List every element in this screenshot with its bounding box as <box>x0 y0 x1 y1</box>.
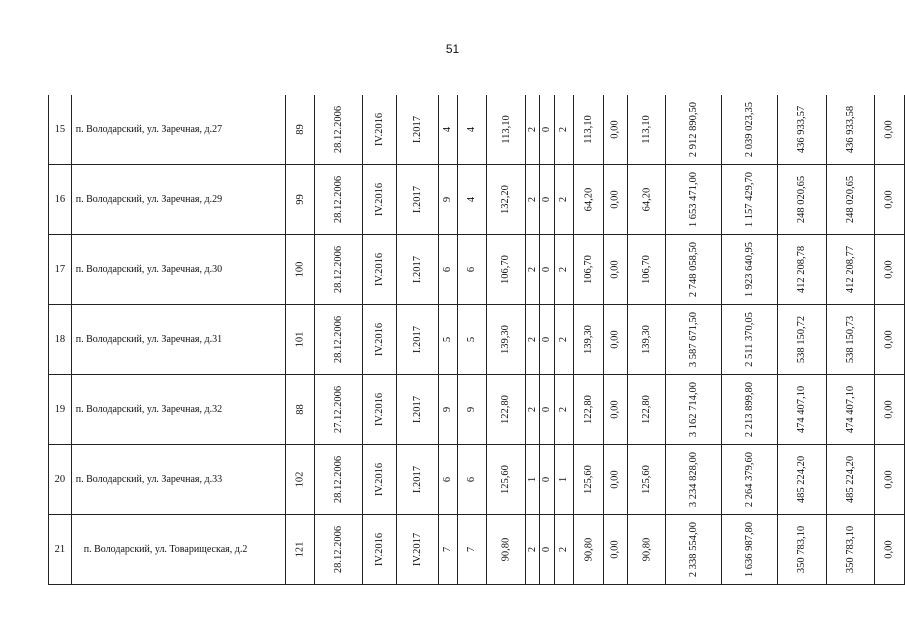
cell-value-c2: 28.12.2006 <box>332 105 344 154</box>
value-cell-c11 <box>574 95 604 165</box>
cell-value-c11: 113,10 <box>583 115 595 144</box>
cell-value-c7: 113,10 <box>500 115 512 144</box>
value-cell-c17 <box>826 165 874 235</box>
cell-value-c5: 6 <box>442 266 454 273</box>
cell-value-c2: 28.12.2006 <box>332 525 344 574</box>
value-cell-c5 <box>438 515 457 585</box>
value-cell-c18 <box>874 235 904 305</box>
value-cell-c13 <box>627 445 665 515</box>
cell-value-c16: 412 208,78 <box>796 245 808 294</box>
value-cell-c6 <box>457 95 486 165</box>
value-cell-c5 <box>438 445 457 515</box>
cell-value-c15: 2 039 023,35 <box>744 101 756 158</box>
cell-value-c10: 2 <box>558 266 570 273</box>
value-cell-c2 <box>314 95 362 165</box>
value-cell-c7 <box>487 375 525 445</box>
cell-value-c16: 350 783,10 <box>796 525 808 574</box>
cell-value-c5: 7 <box>442 546 454 553</box>
cell-value-c4: I.2017 <box>412 325 424 354</box>
cell-value-c10: 2 <box>558 406 570 413</box>
value-cell-c12 <box>604 305 627 375</box>
cell-value-c1: 121 <box>294 541 306 558</box>
value-cell-c8 <box>525 235 540 305</box>
cell-value-c14: 2 338 554,00 <box>688 521 700 578</box>
value-cell-c12 <box>604 445 627 515</box>
value-cell-c8 <box>525 375 540 445</box>
cell-value-c1: 102 <box>294 471 306 488</box>
cell-value-c14: 3 587 671,50 <box>688 311 700 368</box>
cell-value-c5: 9 <box>442 196 454 203</box>
value-cell-c17 <box>826 375 874 445</box>
value-cell-c15 <box>722 445 778 515</box>
value-cell-c6 <box>457 515 486 585</box>
value-cell-c10 <box>554 235 574 305</box>
housing-table <box>48 95 905 585</box>
cell-value-c2: 28.12.2006 <box>332 245 344 294</box>
cell-value-c3: IV.2016 <box>374 392 386 427</box>
value-cell-c15 <box>722 235 778 305</box>
value-cell-c1 <box>285 95 314 165</box>
value-cell-c18 <box>874 515 904 585</box>
table-row <box>49 305 905 375</box>
cell-value-c10: 2 <box>558 546 570 553</box>
value-cell-c3 <box>363 235 397 305</box>
cell-value-c13: 106,70 <box>640 255 652 284</box>
value-cell-c11 <box>574 235 604 305</box>
table-row <box>49 165 905 235</box>
address-cell: п. Володарский, ул. Заречная, д.32 <box>71 375 285 445</box>
cell-value-c8: 2 <box>526 266 538 273</box>
value-cell-c4 <box>397 95 438 165</box>
value-cell-c3 <box>363 375 397 445</box>
address-cell: п. Володарский, ул. Заречная, д.29 <box>71 165 285 235</box>
value-cell-c6 <box>457 165 486 235</box>
cell-value-c13: 125,60 <box>640 465 652 494</box>
value-cell-c14 <box>666 375 722 445</box>
value-cell-c17 <box>826 305 874 375</box>
cell-value-c13: 113,10 <box>640 115 652 144</box>
table-row <box>49 515 905 585</box>
address-cell: п. Володарский, ул. Заречная, д.30 <box>71 235 285 305</box>
cell-value-c15: 1 157 429,70 <box>744 171 756 228</box>
cell-value-c4: IV.2017 <box>412 532 424 567</box>
value-cell-c18 <box>874 95 904 165</box>
value-cell-c14 <box>666 95 722 165</box>
value-cell-c18 <box>874 375 904 445</box>
value-cell-c1 <box>285 445 314 515</box>
table-row <box>49 95 905 165</box>
value-cell-c5 <box>438 165 457 235</box>
value-cell-c8 <box>525 445 540 515</box>
value-cell-c17 <box>826 235 874 305</box>
value-cell-c3 <box>363 515 397 585</box>
cell-value-c1: 99 <box>294 194 306 205</box>
value-cell-c3 <box>363 95 397 165</box>
value-cell-c16 <box>778 95 826 165</box>
cell-value-c6: 6 <box>466 476 478 483</box>
cell-value-c10: 2 <box>558 336 570 343</box>
cell-value-c5: 5 <box>442 336 454 343</box>
value-cell-c17 <box>826 95 874 165</box>
value-cell-c13 <box>627 165 665 235</box>
table-row <box>49 445 905 515</box>
value-cell-c1 <box>285 235 314 305</box>
value-cell-c4 <box>397 305 438 375</box>
value-cell-c16 <box>778 305 826 375</box>
cell-value-c11: 106,70 <box>583 255 595 284</box>
value-cell-c2 <box>314 515 362 585</box>
value-cell-c16 <box>778 515 826 585</box>
row-number-cell: 20 <box>49 445 72 515</box>
value-cell-c15 <box>722 165 778 235</box>
value-cell-c18 <box>874 165 904 235</box>
address-cell: п. Володарский, ул. Заречная, д.33 <box>71 445 285 515</box>
cell-value-c11: 139,30 <box>583 325 595 354</box>
cell-value-c3: IV.2016 <box>374 252 386 287</box>
value-cell-c16 <box>778 165 826 235</box>
cell-value-c9: 0 <box>541 546 553 553</box>
value-cell-c14 <box>666 445 722 515</box>
value-cell-c7 <box>487 235 525 305</box>
value-cell-c13 <box>627 95 665 165</box>
row-number-cell: 21 <box>49 515 72 585</box>
cell-value-c2: 28.12.2006 <box>332 175 344 224</box>
value-cell-c7 <box>487 445 525 515</box>
value-cell-c2 <box>314 305 362 375</box>
value-cell-c8 <box>525 515 540 585</box>
cell-value-c11: 90,80 <box>583 537 595 562</box>
cell-value-c8: 2 <box>526 336 538 343</box>
value-cell-c9 <box>540 515 555 585</box>
value-cell-c3 <box>363 305 397 375</box>
value-cell-c6 <box>457 235 486 305</box>
value-cell-c14 <box>666 515 722 585</box>
row-number-cell: 18 <box>49 305 72 375</box>
value-cell-c17 <box>826 515 874 585</box>
value-cell-c7 <box>487 95 525 165</box>
cell-value-c18: 0,00 <box>883 190 895 209</box>
value-cell-c14 <box>666 305 722 375</box>
value-cell-c9 <box>540 445 555 515</box>
cell-value-c16: 538 150,72 <box>796 315 808 364</box>
value-cell-c13 <box>627 375 665 445</box>
row-number-cell: 19 <box>49 375 72 445</box>
value-cell-c13 <box>627 235 665 305</box>
cell-value-c14: 2 748 058,50 <box>688 241 700 298</box>
value-cell-c9 <box>540 235 555 305</box>
cell-value-c1: 88 <box>294 404 306 415</box>
value-cell-c6 <box>457 375 486 445</box>
cell-value-c9: 0 <box>541 336 553 343</box>
cell-value-c12: 0,00 <box>609 470 621 489</box>
value-cell-c11 <box>574 305 604 375</box>
cell-value-c6: 7 <box>466 546 478 553</box>
value-cell-c1 <box>285 375 314 445</box>
value-cell-c2 <box>314 375 362 445</box>
value-cell-c5 <box>438 235 457 305</box>
cell-value-c10: 2 <box>558 196 570 203</box>
row-number-cell: 17 <box>49 235 72 305</box>
value-cell-c4 <box>397 375 438 445</box>
value-cell-c15 <box>722 515 778 585</box>
cell-value-c15: 2 511 370,05 <box>744 312 756 367</box>
cell-value-c4: I.2017 <box>412 185 424 214</box>
cell-value-c8: 2 <box>526 406 538 413</box>
cell-value-c9: 0 <box>541 266 553 273</box>
cell-value-c8: 2 <box>526 196 538 203</box>
cell-value-c9: 0 <box>541 476 553 483</box>
cell-value-c12: 0,00 <box>609 540 621 559</box>
table-row <box>49 375 905 445</box>
cell-value-c16: 485 224,20 <box>796 455 808 504</box>
cell-value-c8: 1 <box>526 476 538 483</box>
value-cell-c8 <box>525 165 540 235</box>
value-cell-c15 <box>722 95 778 165</box>
cell-value-c6: 4 <box>466 196 478 203</box>
row-number-cell: 16 <box>49 165 72 235</box>
cell-value-c11: 122,80 <box>583 395 595 424</box>
cell-value-c9: 0 <box>541 196 553 203</box>
value-cell-c2 <box>314 165 362 235</box>
value-cell-c1 <box>285 165 314 235</box>
value-cell-c12 <box>604 165 627 235</box>
cell-value-c4: I.2017 <box>412 395 424 424</box>
cell-value-c15: 1 923 640,95 <box>744 241 756 298</box>
value-cell-c16 <box>778 445 826 515</box>
cell-value-c3: IV.2016 <box>374 532 386 567</box>
value-cell-c7 <box>487 305 525 375</box>
cell-value-c12: 0,00 <box>609 260 621 279</box>
value-cell-c4 <box>397 235 438 305</box>
cell-value-c17: 474 407,10 <box>844 385 856 434</box>
value-cell-c6 <box>457 445 486 515</box>
cell-value-c4: I.2017 <box>412 465 424 494</box>
cell-value-c15: 1 636 987,80 <box>744 521 756 578</box>
value-cell-c12 <box>604 515 627 585</box>
value-cell-c4 <box>397 515 438 585</box>
value-cell-c1 <box>285 305 314 375</box>
cell-value-c6: 4 <box>466 126 478 133</box>
cell-value-c7: 139,30 <box>500 325 512 354</box>
value-cell-c16 <box>778 235 826 305</box>
cell-value-c8: 2 <box>526 126 538 133</box>
cell-value-c16: 248 020,65 <box>796 175 808 224</box>
value-cell-c7 <box>487 165 525 235</box>
cell-value-c4: I.2017 <box>412 115 424 144</box>
value-cell-c4 <box>397 445 438 515</box>
value-cell-c9 <box>540 305 555 375</box>
row-number-cell: 15 <box>49 95 72 165</box>
value-cell-c9 <box>540 375 555 445</box>
cell-value-c17: 436 933,58 <box>844 105 856 154</box>
value-cell-c8 <box>525 305 540 375</box>
value-cell-c10 <box>554 305 574 375</box>
cell-value-c12: 0,00 <box>609 330 621 349</box>
cell-value-c11: 64,20 <box>583 187 595 212</box>
value-cell-c17 <box>826 445 874 515</box>
value-cell-c9 <box>540 95 555 165</box>
value-cell-c18 <box>874 445 904 515</box>
value-cell-c9 <box>540 165 555 235</box>
cell-value-c16: 474 407,10 <box>796 385 808 434</box>
value-cell-c13 <box>627 515 665 585</box>
cell-value-c17: 538 150,73 <box>844 315 856 364</box>
cell-value-c2: 27.12.2006 <box>332 385 344 434</box>
cell-value-c3: IV.2016 <box>374 322 386 357</box>
value-cell-c11 <box>574 165 604 235</box>
value-cell-c7 <box>487 515 525 585</box>
cell-value-c5: 6 <box>442 476 454 483</box>
cell-value-c15: 2 264 379,60 <box>744 451 756 508</box>
value-cell-c3 <box>363 165 397 235</box>
cell-value-c17: 248 020,65 <box>844 175 856 224</box>
value-cell-c2 <box>314 445 362 515</box>
cell-value-c7: 122,80 <box>500 395 512 424</box>
cell-value-c6: 5 <box>466 336 478 343</box>
cell-value-c9: 0 <box>541 126 553 133</box>
cell-value-c15: 2 213 899,80 <box>744 381 756 438</box>
value-cell-c11 <box>574 375 604 445</box>
value-cell-c14 <box>666 235 722 305</box>
value-cell-c11 <box>574 515 604 585</box>
value-cell-c11 <box>574 445 604 515</box>
cell-value-c5: 4 <box>442 126 454 133</box>
value-cell-c10 <box>554 165 574 235</box>
cell-value-c11: 125,60 <box>583 465 595 494</box>
cell-value-c13: 90,80 <box>640 537 652 562</box>
value-cell-c14 <box>666 165 722 235</box>
value-cell-c13 <box>627 305 665 375</box>
address-cell: п. Володарский, ул. Товарищеская, д.2 <box>71 515 285 585</box>
cell-value-c14: 3 234 828,00 <box>688 451 700 508</box>
cell-value-c10: 2 <box>558 126 570 133</box>
cell-value-c14: 2 912 890,50 <box>688 101 700 158</box>
cell-value-c17: 350 783,10 <box>844 525 856 574</box>
cell-value-c1: 101 <box>294 331 306 348</box>
cell-value-c14: 1 653 471,00 <box>688 171 700 228</box>
value-cell-c1 <box>285 515 314 585</box>
value-cell-c10 <box>554 375 574 445</box>
cell-value-c7: 132,20 <box>500 185 512 214</box>
cell-value-c2: 28.12.2006 <box>332 455 344 504</box>
cell-value-c17: 485 224,20 <box>844 455 856 504</box>
cell-value-c16: 436 933,57 <box>796 105 808 154</box>
cell-value-c18: 0,00 <box>883 120 895 139</box>
cell-value-c4: I.2017 <box>412 255 424 284</box>
value-cell-c12 <box>604 235 627 305</box>
value-cell-c12 <box>604 95 627 165</box>
cell-value-c12: 0,00 <box>609 190 621 209</box>
cell-value-c13: 122,80 <box>640 395 652 424</box>
cell-value-c18: 0,00 <box>883 260 895 279</box>
value-cell-c5 <box>438 375 457 445</box>
cell-value-c18: 0,00 <box>883 540 895 559</box>
cell-value-c7: 125,60 <box>500 465 512 494</box>
value-cell-c3 <box>363 445 397 515</box>
page-number: 51 <box>445 42 460 56</box>
cell-value-c5: 9 <box>442 406 454 413</box>
value-cell-c12 <box>604 375 627 445</box>
value-cell-c15 <box>722 305 778 375</box>
value-cell-c8 <box>525 95 540 165</box>
cell-value-c13: 64,20 <box>640 187 652 212</box>
address-cell: п. Володарский, ул. Заречная, д.31 <box>71 305 285 375</box>
cell-value-c9: 0 <box>541 406 553 413</box>
value-cell-c6 <box>457 305 486 375</box>
cell-value-c12: 0,00 <box>609 120 621 139</box>
cell-value-c1: 89 <box>294 124 306 135</box>
value-cell-c5 <box>438 95 457 165</box>
value-cell-c10 <box>554 95 574 165</box>
value-cell-c16 <box>778 375 826 445</box>
cell-value-c3: IV.2016 <box>374 112 386 147</box>
cell-value-c18: 0,00 <box>883 470 895 489</box>
cell-value-c3: IV.2016 <box>374 182 386 217</box>
cell-value-c13: 139,30 <box>640 325 652 354</box>
cell-value-c14: 3 162 714,00 <box>688 381 700 438</box>
value-cell-c4 <box>397 165 438 235</box>
cell-value-c8: 2 <box>526 546 538 553</box>
cell-value-c7: 90,80 <box>500 537 512 562</box>
cell-value-c1: 100 <box>294 261 306 278</box>
value-cell-c15 <box>722 375 778 445</box>
address-cell: п. Володарский, ул. Заречная, д.27 <box>71 95 285 165</box>
cell-value-c3: IV.2016 <box>374 462 386 497</box>
cell-value-c12: 0,00 <box>609 400 621 419</box>
cell-value-c10: 1 <box>558 476 570 483</box>
cell-value-c6: 6 <box>466 266 478 273</box>
cell-value-c2: 28.12.2006 <box>332 315 344 364</box>
value-cell-c18 <box>874 305 904 375</box>
value-cell-c10 <box>554 445 574 515</box>
cell-value-c7: 106,70 <box>500 255 512 284</box>
value-cell-c2 <box>314 235 362 305</box>
cell-value-c17: 412 208,77 <box>844 245 856 294</box>
cell-value-c18: 0,00 <box>883 330 895 349</box>
cell-value-c6: 9 <box>466 406 478 413</box>
value-cell-c10 <box>554 515 574 585</box>
cell-value-c18: 0,00 <box>883 400 895 419</box>
value-cell-c5 <box>438 305 457 375</box>
table-row <box>49 235 905 305</box>
